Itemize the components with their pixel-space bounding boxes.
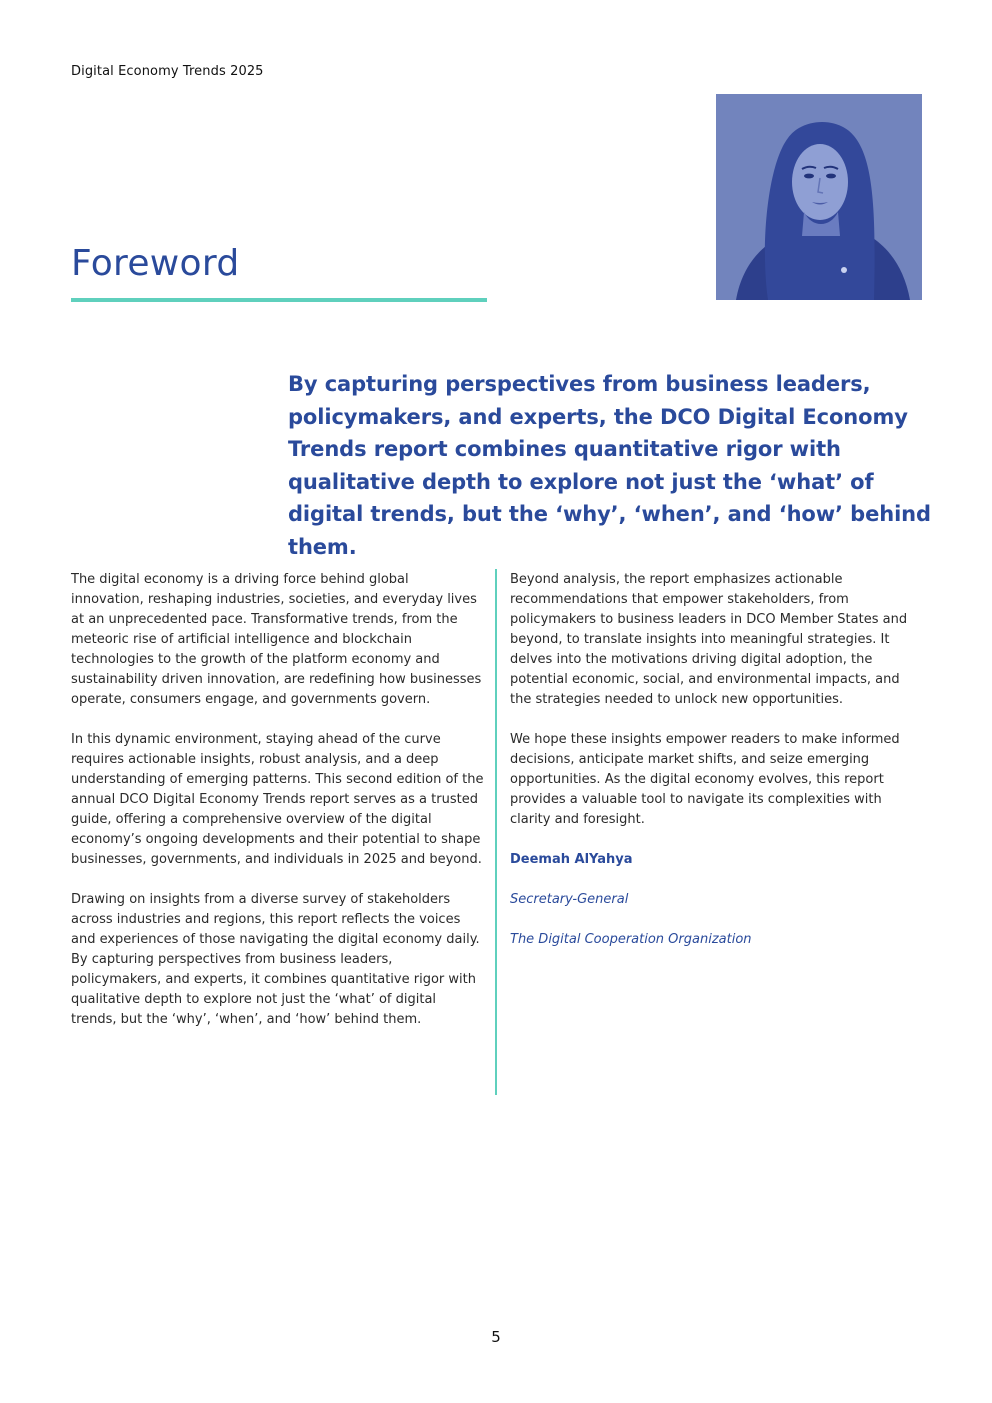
- body-paragraph: Beyond analysis, the report emphasizes actionable recommendations that empower stakeholders, from policymakers to business leaders in DCO Member States and beyond, to translate insights into meaningful strategies. It delves into the motivations driving digital adoption, the potential economic, social, and environmental impacts, and the strategies needed to unlock new opportunities.: [510, 572, 908, 707]
- body-paragraph: The digital economy is a driving force behind global innovation, reshaping industries, societies, and everyday lives at an unprecedented pace. Transformative trends, from the meteoric rise of artificial intelligence and blockchain technologies to the growth of the platform economy and sustainability driven innovation, are redefining how businesses operate, consumers engage, and governments govern.: [71, 572, 482, 707]
- body-paragraph: Drawing on insights from a diverse survey of stakeholders across industries and regions, this report reflects the voices and experiences of those navigating the digital economy daily. By capturing perspectives from business leaders, policymakers, and experts, it combines quantitative rigor with qualitative depth to explore not just the ‘what’ of digital trends, but the ‘why’, ‘when’, and ‘how’ behind them.: [71, 892, 480, 1027]
- running-header: Digital Economy Trends 2025: [71, 64, 264, 79]
- signatory-organization: The Digital Cooperation Organization: [510, 932, 752, 947]
- signatory-name: Deemah AlYahya: [510, 852, 633, 867]
- portrait-photo: [716, 94, 922, 300]
- column-divider: [495, 569, 497, 1095]
- signatory-title: Secretary-General: [510, 892, 629, 907]
- pull-quote: By capturing perspectives from business leaders, policymakers, and experts, the DCO Digital Economy Trends report combines quantitative rigor with qualitative depth to explore not just the ‘what’ of digital trends, but the ‘why’, ‘when’, and ‘how’ behind them.: [288, 372, 931, 559]
- right-column: [510, 570, 920, 970]
- body-paragraph: We hope these insights empower readers to make informed decisions, anticipate market shifts, and seize emerging opportunities. As the digital economy evolves, this report provides a valuable tool to navigate its complexities with clarity and foresight.: [510, 732, 900, 827]
- left-column: [71, 570, 485, 1050]
- body-paragraph: In this dynamic environment, staying ahead of the curve requires actionable insights, robust analysis, and a deep understanding of emerging patterns. This second edition of the annual DCO Digital Economy Trends report serves as a trusted guide, offering a comprehensive overview of the digital economy’s ongoing developments and their potential to shape businesses, governments, and individuals in 2025 and beyond.: [71, 732, 484, 867]
- title-underline: [71, 298, 487, 302]
- portrait-illustration: [716, 94, 922, 300]
- page-number: 5: [491, 1328, 501, 1346]
- page-title: Foreword: [71, 243, 240, 284]
